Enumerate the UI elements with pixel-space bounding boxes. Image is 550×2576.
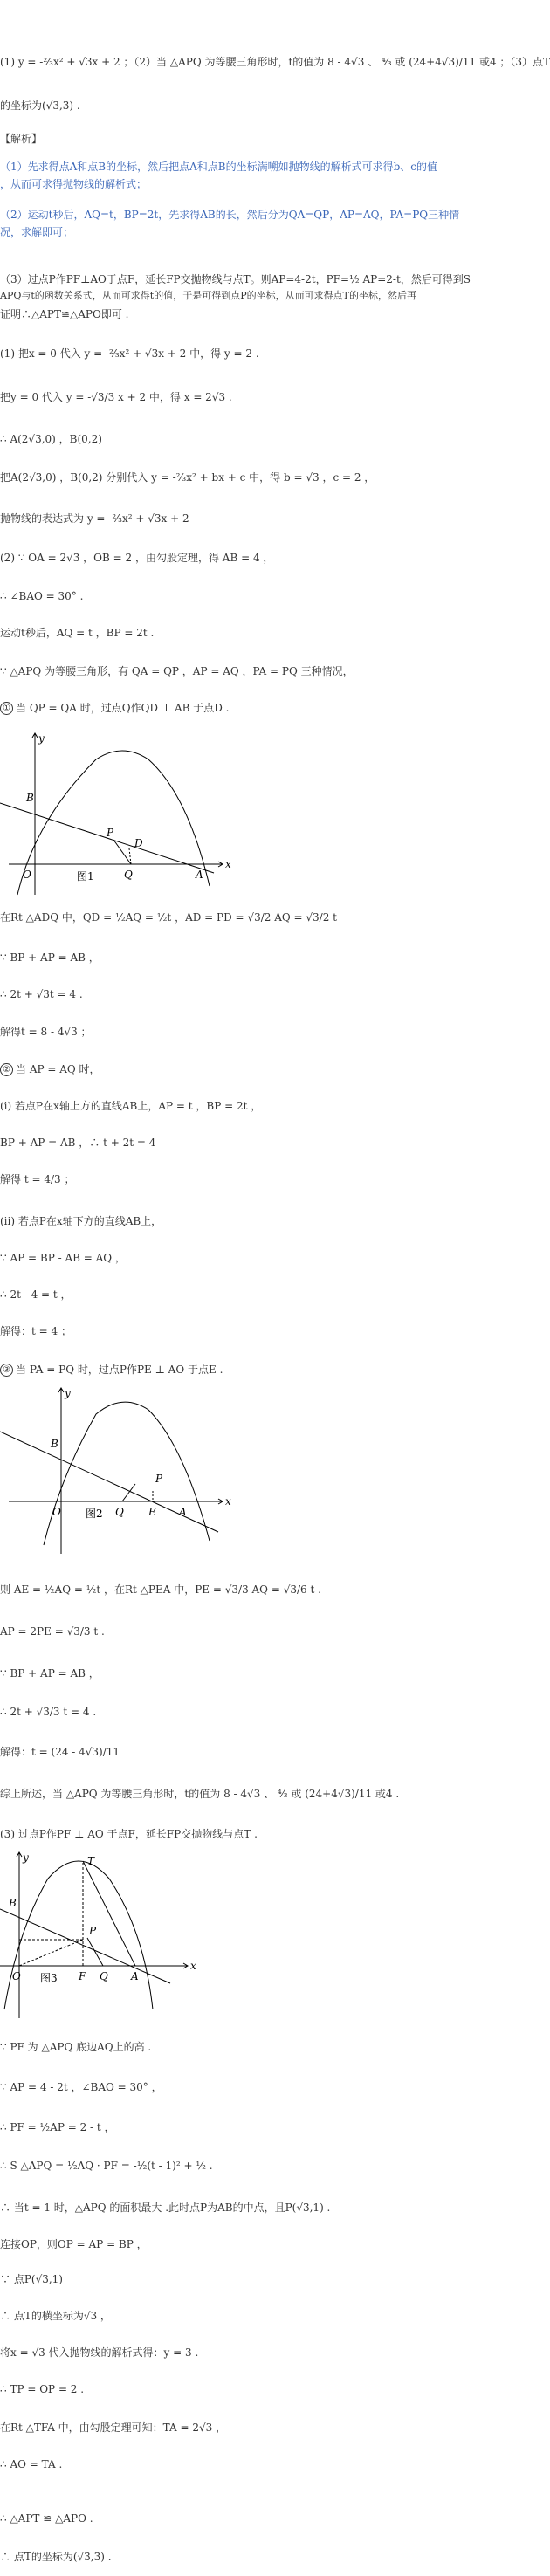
solution-line-6 [0, 207, 459, 223]
figure-2 [0, 1379, 236, 1563]
solution-line-text: (i) 若点P在x轴上方的直线AB上，AP = t ，BP = 2t ， [0, 1100, 262, 1112]
solution-line-text: (ii) 若点P在x轴下方的直线AB上， [0, 1215, 162, 1227]
solution-line-text: （1）先求得点A和点B的坐标，然后把点A和点B的坐标满嗍如抛物线的解析式可求得b、c的值 [0, 161, 438, 173]
solution-line-51 [0, 2420, 226, 2435]
solution-line-text: (1) y = -²⁄₃x² + √3x + 2 ；（2）当 △APQ 为等腰三角形时，t的值为 8 - 4√3 、 ⁴⁄₃ 或 (24+4√3)/11 或4 ；（3）点T [0, 56, 550, 68]
solution-line-text: 连接OP，则OP = AP = BP ， [0, 2238, 148, 2250]
figure-3-diagram [0, 1844, 236, 2027]
segment-pq [87, 1938, 103, 1966]
solution-line-text: ∴ PF = ½AP = 2 - t ， [0, 2121, 115, 2133]
solution-line-39 [0, 1786, 399, 1802]
segment-op [19, 1940, 83, 1966]
solution-line-52 [0, 2456, 62, 2472]
solution-line-42 [0, 2079, 162, 2095]
solution-line-text: 【解析】 [0, 133, 43, 145]
solution-line-text: 在Rt △ADQ 中，QD = ½AQ = ½t ，AD = PD = √3/2 AQ = √3/2 t [0, 911, 337, 924]
solution-line-text: ∵ AP = 4 - 2t ，∠BAO = 30° ， [0, 2081, 162, 2093]
solution-line-text: 解得：t = 4 ； [0, 1325, 72, 1337]
solution-line-text: ∵ 点P(√3,1) [0, 2273, 63, 2285]
fig1-label-x: x [225, 858, 231, 870]
solution-line-12 [0, 389, 232, 405]
solution-line-text: ，从而可求得抛物线的解析式； [0, 178, 148, 190]
solution-line-text: 当 PA = PQ 时，过点P作PE ⊥ AO 于点E . [16, 1364, 223, 1376]
solution-line-text: ∴ 点T的横坐标为√3 ， [0, 2310, 111, 2322]
fig2-label-e: E [148, 1506, 156, 1518]
fig1-label-b: B [26, 792, 34, 804]
fig2-caption: 图2 [86, 1508, 103, 1520]
solution-line-text: 的坐标为(√3,3) . [0, 100, 80, 112]
solution-line-text: ∴ A(2√3,0) ，B(0,2) [0, 433, 102, 445]
solution-line-text: 在Rt △TFA 中，由勾股定理可知：TA = 2√3 ， [0, 2421, 227, 2434]
fig2-label-p: P [155, 1473, 163, 1485]
solution-line-21 [0, 910, 337, 925]
solution-line-10 [0, 306, 128, 322]
solution-line-text: （2）运动t秒后，AQ=t，BP=2t，先求得AB的长，然后分为QA=QP，AP=AQ，PA=PQ三种情 [0, 209, 460, 221]
step-number-circle: ③ [0, 1364, 13, 1377]
solution-line-29 [0, 1213, 162, 1229]
solution-line-15 [0, 511, 189, 526]
fig1-label-a: A [196, 869, 203, 881]
solution-line-text: 解得t = 8 - 4√3 ； [0, 1026, 92, 1038]
fig3-label-q: Q [100, 1970, 108, 1982]
solution-line-text: (3) 过点P作PF ⊥ AO 于点F，延长FP交抛物线与点T . [0, 1828, 258, 1840]
solution-line-text: ∵ AP = BP - AB = AQ ， [0, 1252, 126, 1264]
solution-line-text: 当 AP = AQ 时， [16, 1063, 100, 1075]
solution-line-text: (2) ∵ OA = 2√3 ，OB = 2 ，由勾股定理，得 AB = 4 ， [0, 552, 274, 564]
solution-line-text: ∴ 2t + √3t = 4 . [0, 988, 83, 1000]
solution-line-28 [0, 1171, 74, 1187]
solution-line-23 [0, 986, 83, 1002]
solution-line-text: ∵ PF 为 △APQ 底边AQ上的高 . [0, 2041, 152, 2053]
fig2-label-a: A [179, 1506, 187, 1518]
fig1-label-o: O [23, 869, 31, 881]
solution-line-text: 解得 t = 4/3 ； [0, 1173, 75, 1185]
step-number-circle: ① [0, 702, 13, 715]
solution-line-3 [0, 131, 42, 147]
solution-line-text: 况，求解即可； [0, 226, 74, 238]
solution-line-2 [0, 98, 80, 113]
solution-line-text: ∴ 当t = 1 时，△APQ 的面积最大 .此时点P为AB的中点，且P(√3,1) . [0, 2202, 331, 2214]
solution-line-54 [0, 2549, 112, 2565]
solution-line-25 [0, 1061, 100, 1077]
solution-line-text: APQ与t的函数关系式，从而可求得t的值，于是可得到点P的坐标，从而可求得点T的坐标，然后再 [0, 290, 416, 301]
solution-line-text: 综上所述，当 △APQ 为等腰三角形时，t的值为 8 - 4√3 、 ⁴⁄₃ 或 (24+4√3)/11 或4 . [0, 1788, 400, 1800]
solution-line-31 [0, 1287, 72, 1302]
solution-line-text: ∴ 点T的坐标为(√3,3) . [0, 2551, 112, 2563]
solution-line-text: 把y = 0 代入 y = -√3/3 x + 2 中，得 x = 2√3 . [0, 391, 232, 403]
solution-line-46 [0, 2236, 148, 2252]
solution-line-33 [0, 1362, 223, 1377]
solution-line-20 [0, 700, 230, 716]
solution-line-48 [0, 2308, 111, 2324]
fig3-label-o: O [12, 1970, 21, 1982]
solution-line-7 [0, 224, 73, 240]
solution-line-text: 当 QP = QA 时，过点Q作QD ⊥ AB 于点D . [16, 702, 230, 714]
solution-line-text: ∴ S △APQ = ½AQ · PF = -½(t - 1)² + ½ . [0, 2160, 213, 2172]
solution-line-text: (1) 把x = 0 代入 y = -²⁄₃x² + √3x + 2 中，得 y = 2 . [0, 347, 259, 360]
solution-line-47 [0, 2271, 63, 2287]
parabola [44, 1402, 210, 1545]
solution-line-16 [0, 550, 273, 566]
solution-line-8 [0, 271, 471, 287]
solution-line-text: ∴ ∠BAO = 30° . [0, 590, 84, 602]
solution-line-text: ∵ △APQ 为等腰三角形，有 QA = QP ，AP = AQ ，PA = PQ 三种情况， [0, 665, 354, 677]
solution-line-13 [0, 431, 102, 447]
solution-line-text: ∴ △APT ≌ △APO . [0, 2512, 93, 2524]
solution-line-1 [0, 54, 550, 70]
solution-line-4 [0, 159, 437, 175]
fig3-label-b: B [9, 1897, 17, 1909]
segment-ta [83, 1861, 135, 1966]
fig3-label-x: x [190, 1960, 196, 1972]
solution-line-38 [0, 1744, 120, 1760]
solution-line-26 [0, 1098, 261, 1114]
solution-line-text: 将x = √3 代入抛物线的解析式得：y = 3 . [0, 2346, 199, 2359]
solution-line-text: 解得：t = (24 - 4√3)/11 [0, 1746, 120, 1758]
solution-line-9 [0, 289, 416, 304]
solution-line-text: ∴ 2t - 4 = t ， [0, 1288, 72, 1301]
solution-line-30 [0, 1250, 126, 1266]
fig3-caption: 图3 [40, 1972, 58, 1984]
solution-line-22 [0, 950, 100, 965]
solution-line-53 [0, 2511, 93, 2526]
fig3-label-p: P [89, 1925, 97, 1937]
solution-line-text: AP = 2PE = √3/3 t . [0, 1625, 105, 1638]
fig1-caption: 图1 [77, 870, 94, 883]
solution-line-24 [0, 1024, 92, 1040]
solution-line-44 [0, 2158, 213, 2174]
fig1-label-p: P [107, 827, 114, 839]
figure-2-diagram [0, 1379, 236, 1563]
solution-line-37 [0, 1704, 96, 1720]
solution-line-32 [0, 1323, 72, 1339]
figure-3 [0, 1844, 236, 2027]
solution-line-text: 把A(2√3,0) ，B(0,2) 分别代入 y = -²⁄₃x² + bx + c 中，得 b = √3 ，c = 2 ， [0, 471, 375, 484]
fig3-label-a: A [131, 1970, 139, 1982]
fig2-label-b: B [51, 1438, 58, 1450]
solution-line-text: （3）过点P作PF⊥AO于点F，延长FP交抛物线与点T。则AP=4-2t，PF=½ AP=2-t，然后可得到S [0, 273, 471, 285]
figure-1-diagram [0, 725, 236, 899]
solution-line-11 [0, 346, 259, 361]
parabola [17, 751, 210, 895]
fig1-label-q: Q [124, 869, 133, 881]
step-number-circle: ② [0, 1063, 13, 1076]
fig3-label-y: y [23, 1851, 29, 1864]
solution-line-text: 证明∴△APT≌△APO即可 . [0, 308, 129, 320]
fig2-label-q: Q [115, 1506, 124, 1518]
fig2-label-y: y [65, 1387, 71, 1399]
solution-line-45 [0, 2200, 330, 2215]
solution-line-text: ∵ BP + AP = AB ， [0, 951, 100, 964]
solution-line-49 [0, 2345, 198, 2360]
fig1-label-d: D [134, 837, 143, 849]
solution-line-18 [0, 625, 154, 641]
fig2-label-x: x [225, 1495, 231, 1508]
solution-line-27 [0, 1135, 155, 1151]
solution-line-50 [0, 2381, 84, 2397]
solution-line-text: BP + AP = AB ，∴ t + 2t = 4 [0, 1137, 156, 1149]
solution-line-5 [0, 176, 147, 192]
fig2-label-o: O [52, 1506, 61, 1518]
solution-line-36 [0, 1666, 100, 1681]
fig1-label-y: y [38, 732, 45, 745]
solution-line-text: ∴ TP = OP = 2 . [0, 2383, 85, 2395]
solution-line-text: 抛物线的表达式为 y = -²⁄₃x² + √3x + 2 [0, 512, 189, 525]
solution-line-17 [0, 588, 83, 604]
solution-line-text: ∴ AO = TA . [0, 2458, 63, 2470]
solution-line-14 [0, 470, 375, 485]
parabola [4, 1861, 153, 2009]
fig3-label-f: F [79, 1970, 86, 1982]
figure-1 [0, 725, 236, 899]
solution-line-34 [0, 1582, 321, 1597]
solution-line-text: ∴ 2t + √3/3 t = 4 . [0, 1706, 97, 1718]
fig3-label-t: T [87, 1855, 95, 1867]
solution-line-text: 则 AE = ½AQ = ½t ，在Rt △PEA 中，PE = √3/3 AQ = √3/6 t . [0, 1583, 321, 1596]
solution-line-35 [0, 1624, 105, 1639]
solution-line-19 [0, 663, 354, 679]
solution-line-43 [0, 2119, 115, 2135]
solution-line-41 [0, 2039, 151, 2055]
solution-line-text: 运动t秒后，AQ = t ，BP = 2t . [0, 627, 155, 639]
solution-line-40 [0, 1826, 258, 1842]
solution-line-text: ∵ BP + AP = AB ， [0, 1667, 100, 1680]
